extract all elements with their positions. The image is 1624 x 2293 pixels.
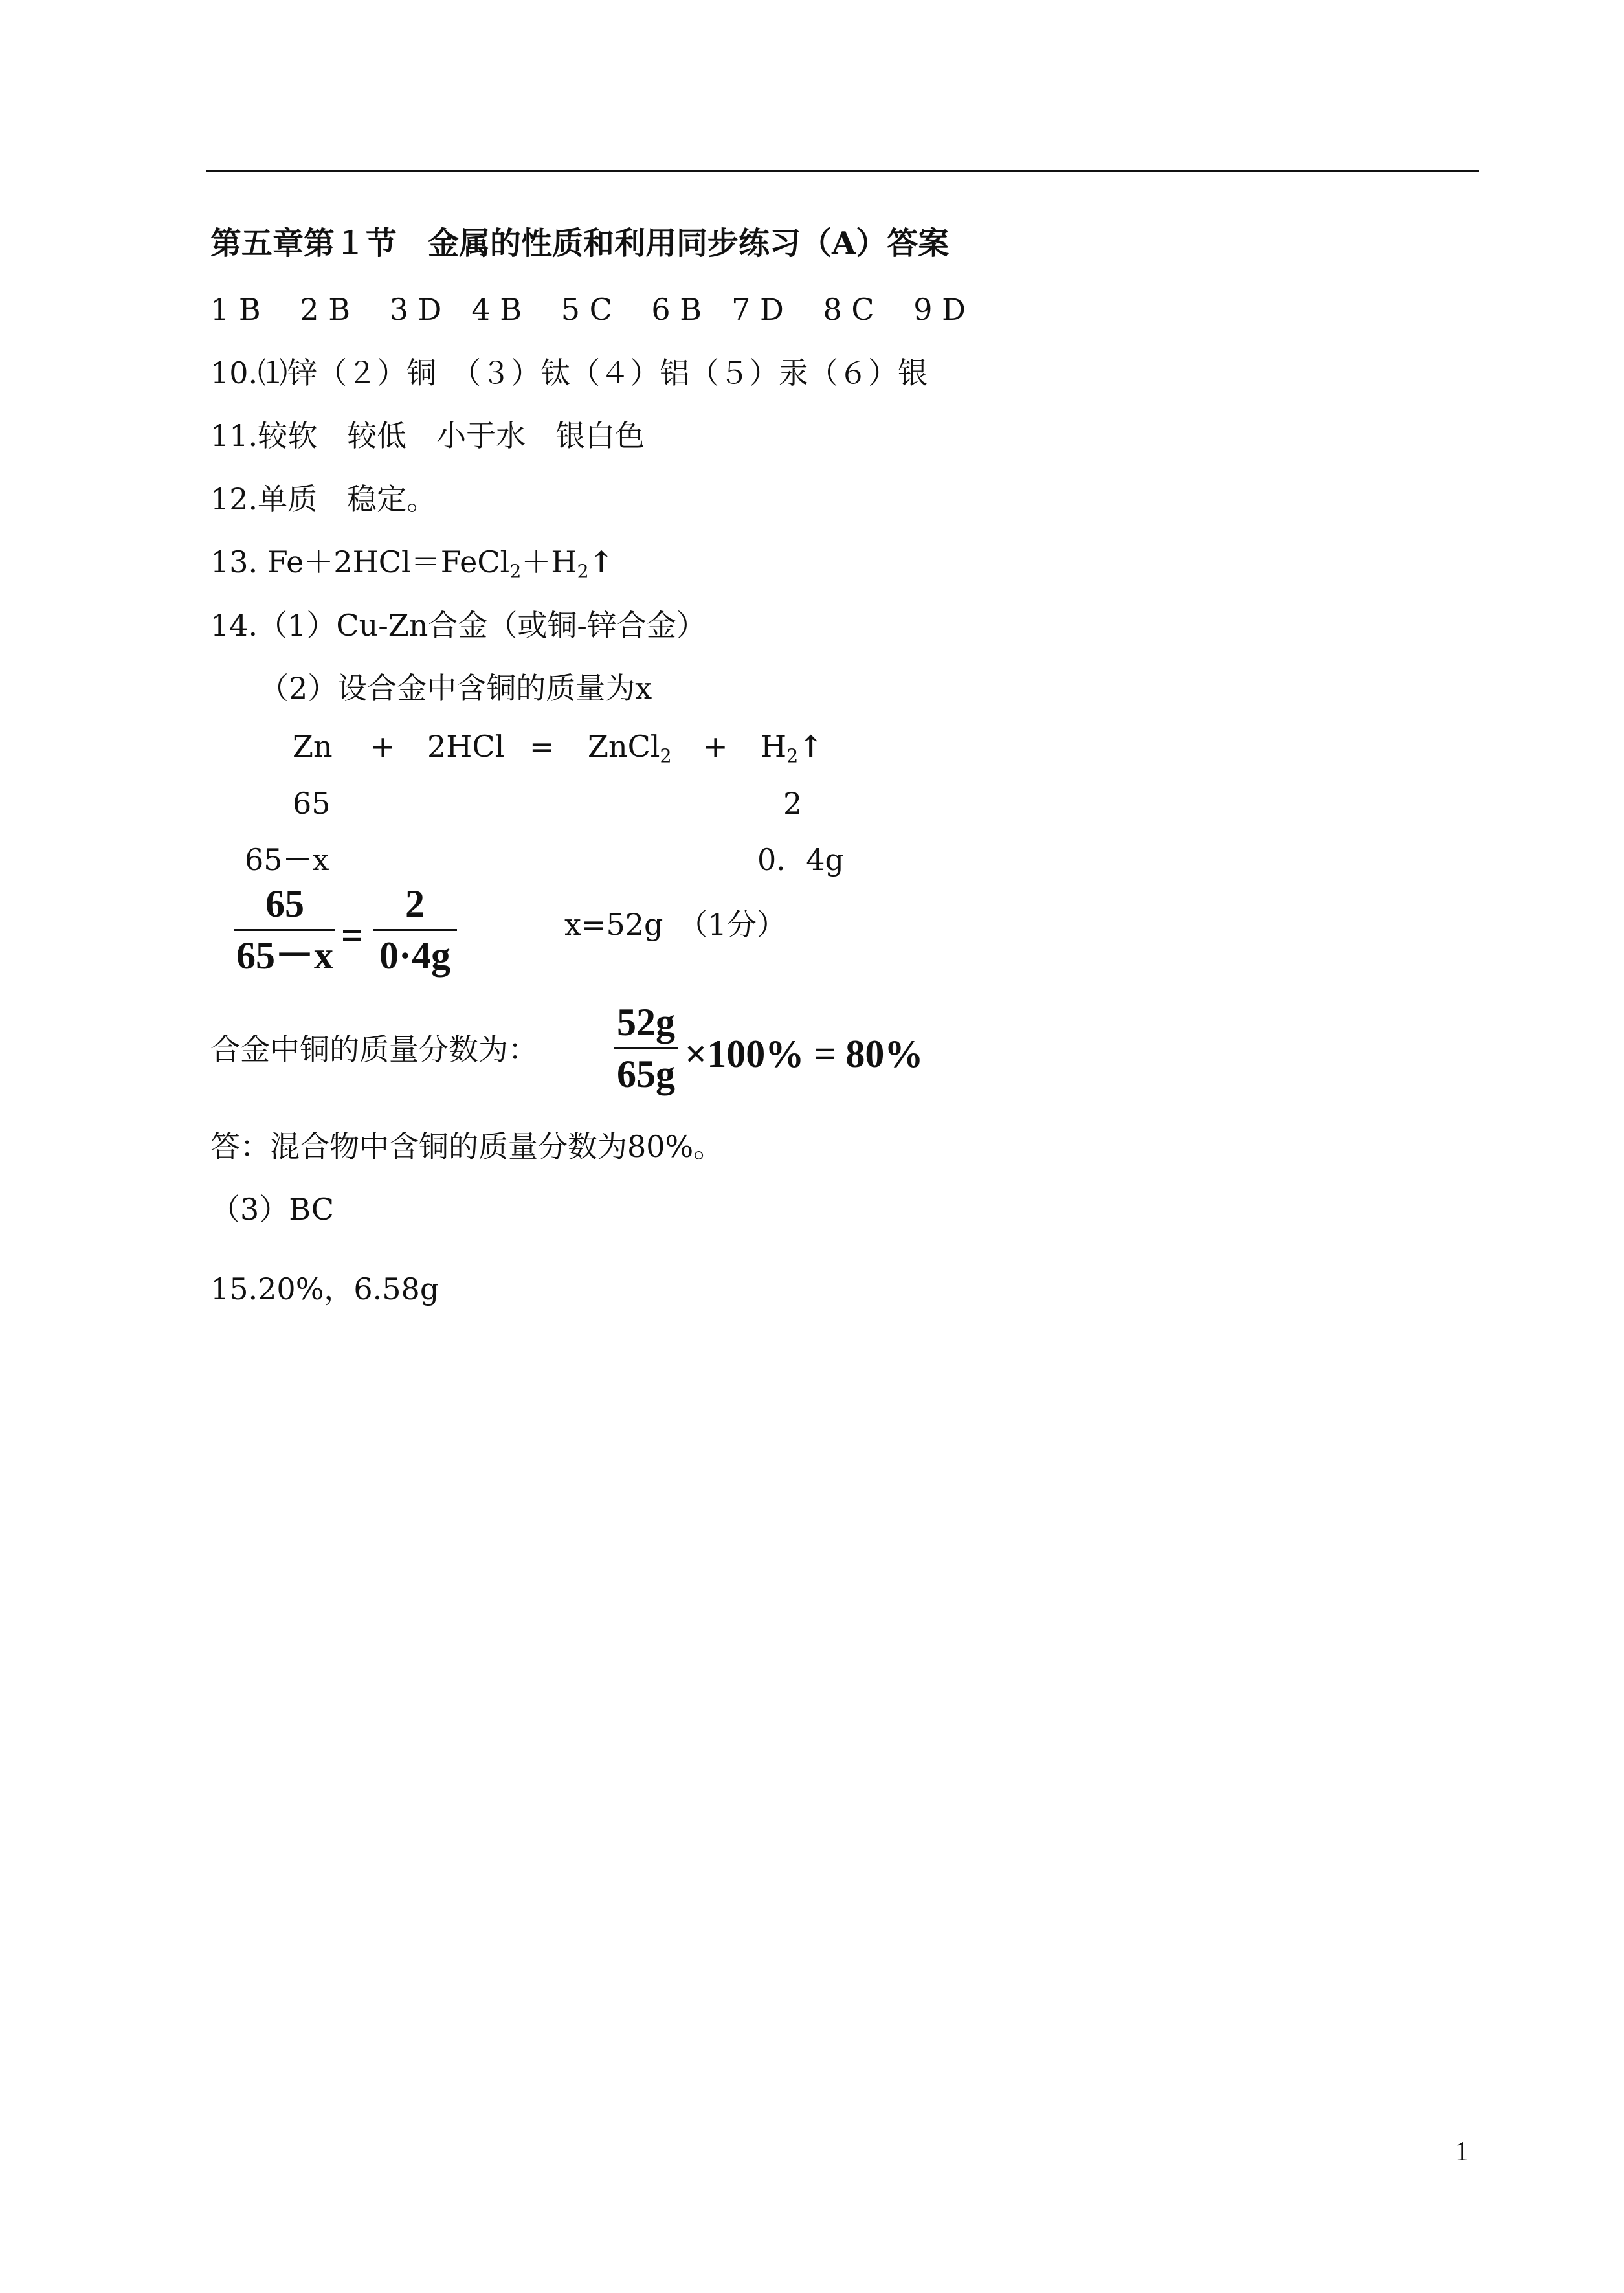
solution-note: x=52g （1分） (564, 907, 786, 942)
mass-fraction-bar (614, 1047, 678, 1049)
mass-fraction-label: 合金中铜的质量分数为： (210, 1032, 538, 1067)
gas-arrow-icon: ↑ (588, 544, 614, 579)
fraction-left-bar (234, 929, 335, 931)
proportion-equals: = (341, 914, 364, 957)
fraction-left-denominator: 65－x (236, 934, 333, 977)
eq-zncl2 (588, 729, 672, 767)
mass-fraction-result: ×100% = 80% (685, 1033, 924, 1075)
q13-text-mid: ＋H (521, 544, 577, 579)
mass-fraction-denominator: 65g (617, 1053, 675, 1095)
eq-h-subscript: 2 (786, 745, 799, 767)
answer-q15: 15.20%，6.58g (210, 1271, 439, 1306)
eq-plus-1: + (370, 729, 395, 764)
fraction-left (234, 882, 335, 978)
q13-subscript: 2 (509, 561, 522, 583)
eq-zncl-subscript: 2 (660, 745, 672, 767)
ratio-row2-left: 65－x (245, 842, 329, 877)
fraction-right-denominator: 0·4g (379, 934, 450, 977)
answer-q14-part3: （3）BC (210, 1192, 335, 1227)
ratio-row1-right: 2 (783, 786, 803, 821)
header-rule (206, 170, 1479, 172)
ratio-row2-right: 0．4g (757, 842, 844, 877)
mass-fraction-ratio (614, 1000, 678, 1097)
eq-plus-2: + (703, 729, 728, 764)
fraction-right-bar (373, 929, 457, 931)
eq-gas-arrow-icon: ↑ (798, 729, 823, 764)
eq-zncl-text: ZnCl (588, 729, 660, 764)
q13-text: 13. Fe＋2HCl＝FeCl (210, 544, 510, 579)
eq-hcl: 2HCl (427, 729, 505, 764)
page-title: 第五章第１节 金属的性质和利用同步练习（A）答案 (210, 225, 950, 262)
fraction-left-numerator: 65 (265, 882, 304, 925)
answer-q11: 11.较软 较低 小于水 银白色 (210, 418, 645, 453)
answer-q10: 10.⑴锌（２）铜 （３）钛（４）铝（５）汞（６）银 (210, 355, 928, 390)
eq-equals: = (529, 729, 555, 764)
answer-q12: 12.单质 稳定。 (210, 482, 437, 517)
answer-sentence: 答：混合物中含铜的质量分数为80%。 (210, 1129, 724, 1164)
fraction-right (373, 882, 457, 978)
answer-q14-part2: （2）设合金中含铜的质量为x (259, 671, 652, 706)
mass-fraction-numerator: 52g (617, 1001, 675, 1044)
q13-subscript-h: 2 (577, 561, 589, 583)
answer-q14-part1: 14.（1）Cu-Zn合金（或铜-锌合金） (210, 608, 706, 643)
answer-q13 (210, 544, 614, 583)
eq-h2 (761, 729, 823, 767)
eq-h-text: H (761, 729, 787, 764)
eq-zn: Zn (293, 729, 333, 764)
fraction-right-numerator: 2 (405, 882, 425, 925)
page-number: 1 (1455, 2137, 1469, 2167)
choice-answers: 1 B 2 B 3 D 4 B 5 C 6 B 7 D 8 C 9 D (210, 292, 966, 327)
ratio-row1-left: 65 (293, 786, 331, 821)
